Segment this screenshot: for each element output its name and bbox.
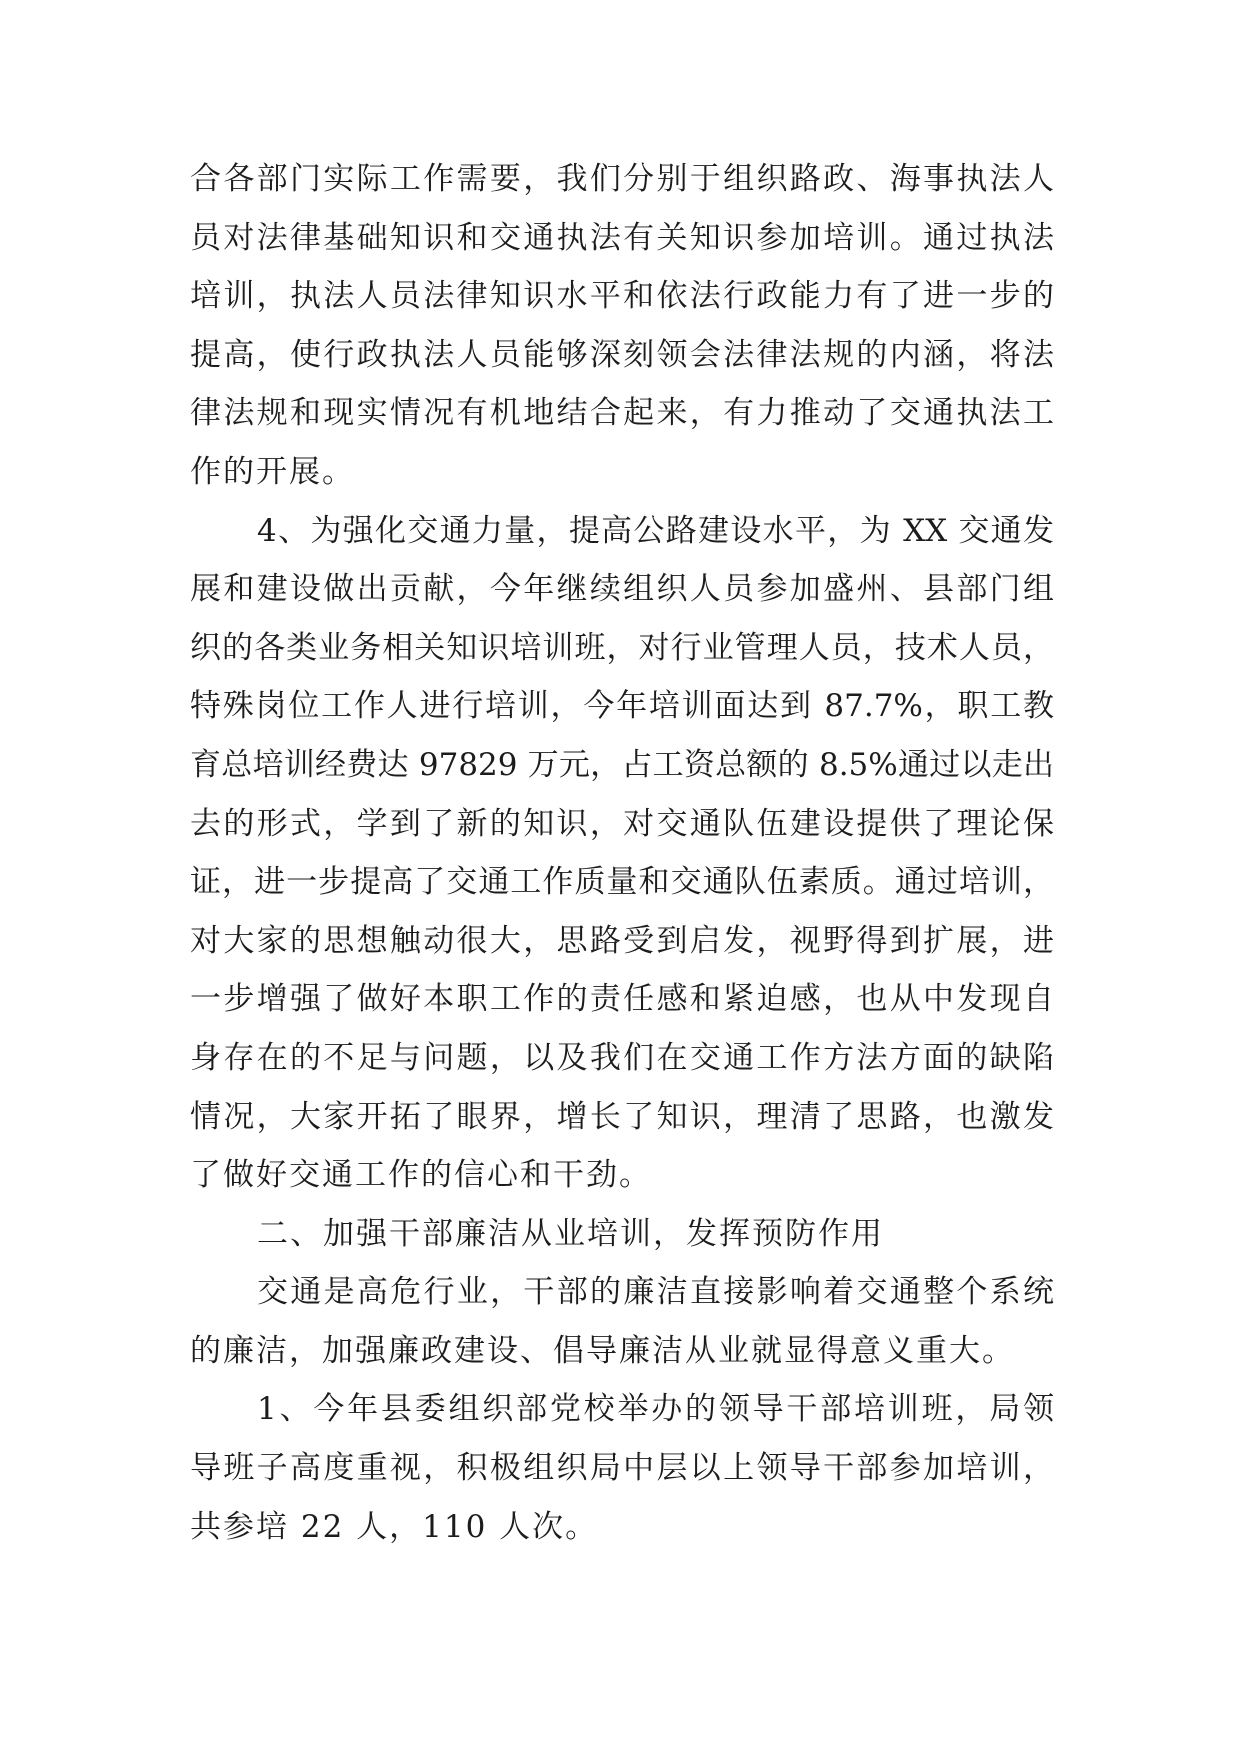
text-line: 去的形式，学到了新的知识，对交通队伍建设提供了理论保 <box>190 805 1054 842</box>
text-line: 织的各类业务相关知识培训班，对行业管理人员，技术人员， <box>190 629 1054 666</box>
text-line: 特殊岗位工作人进行培训，今年培训面达到 87.7%，职工教 <box>190 688 1054 725</box>
text-line: 导班子高度重视，积极组织局中层以上领导干部参加培训， <box>190 1450 1054 1487</box>
section-heading <box>190 1205 1054 1264</box>
document-body <box>190 150 1054 1556</box>
paragraph-item-1 <box>190 1380 1054 1556</box>
paragraph-item-4 <box>190 502 1054 1205</box>
text-line: 的廉洁，加强廉政建设、倡导廉洁从业就显得意义重大。 <box>190 1332 1015 1369</box>
paragraph-continuation <box>190 150 1054 502</box>
text-line: 身存在的不足与问题，以及我们在交通工作方法方面的缺陷 <box>190 1039 1054 1076</box>
text-line: 育总培训经费达 97829 万元，占工资总额的 8.5%通过以走出 <box>190 746 1054 783</box>
text-line: 情况，大家开拓了眼界，增长了知识，理清了思路，也激发 <box>190 1098 1054 1135</box>
text-line: 作的开展。 <box>190 453 355 490</box>
text-line: 了做好交通工作的信心和干劲。 <box>190 1157 652 1194</box>
text-line: 员对法律基础知识和交通执法有关知识参加培训。通过执法 <box>190 219 1054 256</box>
paragraph-section-intro <box>190 1263 1054 1380</box>
heading-line: 二、加强干部廉洁从业培训，发挥预防作用 <box>257 1215 884 1252</box>
text-line: 4、为强化交通力量，提高公路建设水平，为 XX 交通发 <box>257 512 1054 549</box>
text-line: 对大家的思想触动很大，思路受到启发，视野得到扩展，进 <box>190 922 1054 959</box>
text-line: 合各部门实际工作需要，我们分别于组织路政、海事执法人 <box>190 161 1054 197</box>
text-line: 共参培 22 人，110 人次。 <box>190 1508 599 1545</box>
text-line: 提高，使行政执法人员能够深刻领会法律法规的内涵，将法 <box>190 336 1054 373</box>
text-line: 培训，执法人员法律知识水平和依法行政能力有了进一步的 <box>190 278 1054 315</box>
text-line: 律法规和现实情况有机地结合起来，有力推动了交通执法工 <box>190 395 1054 432</box>
text-line: 交通是高危行业，干部的廉洁直接影响着交通整个系统 <box>257 1274 1054 1311</box>
text-line: 一步增强了做好本职工作的责任感和紧迫感，也从中发现自 <box>190 981 1054 1018</box>
text-line: 展和建设做出贡献，今年继续组织人员参加盛州、县部门组 <box>190 571 1054 608</box>
text-line: 证，进一步提高了交通工作质量和交通队伍素质。通过培训， <box>190 864 1054 901</box>
text-line: 1、今年县委组织部党校举办的领导干部培训班，局领 <box>257 1391 1054 1428</box>
